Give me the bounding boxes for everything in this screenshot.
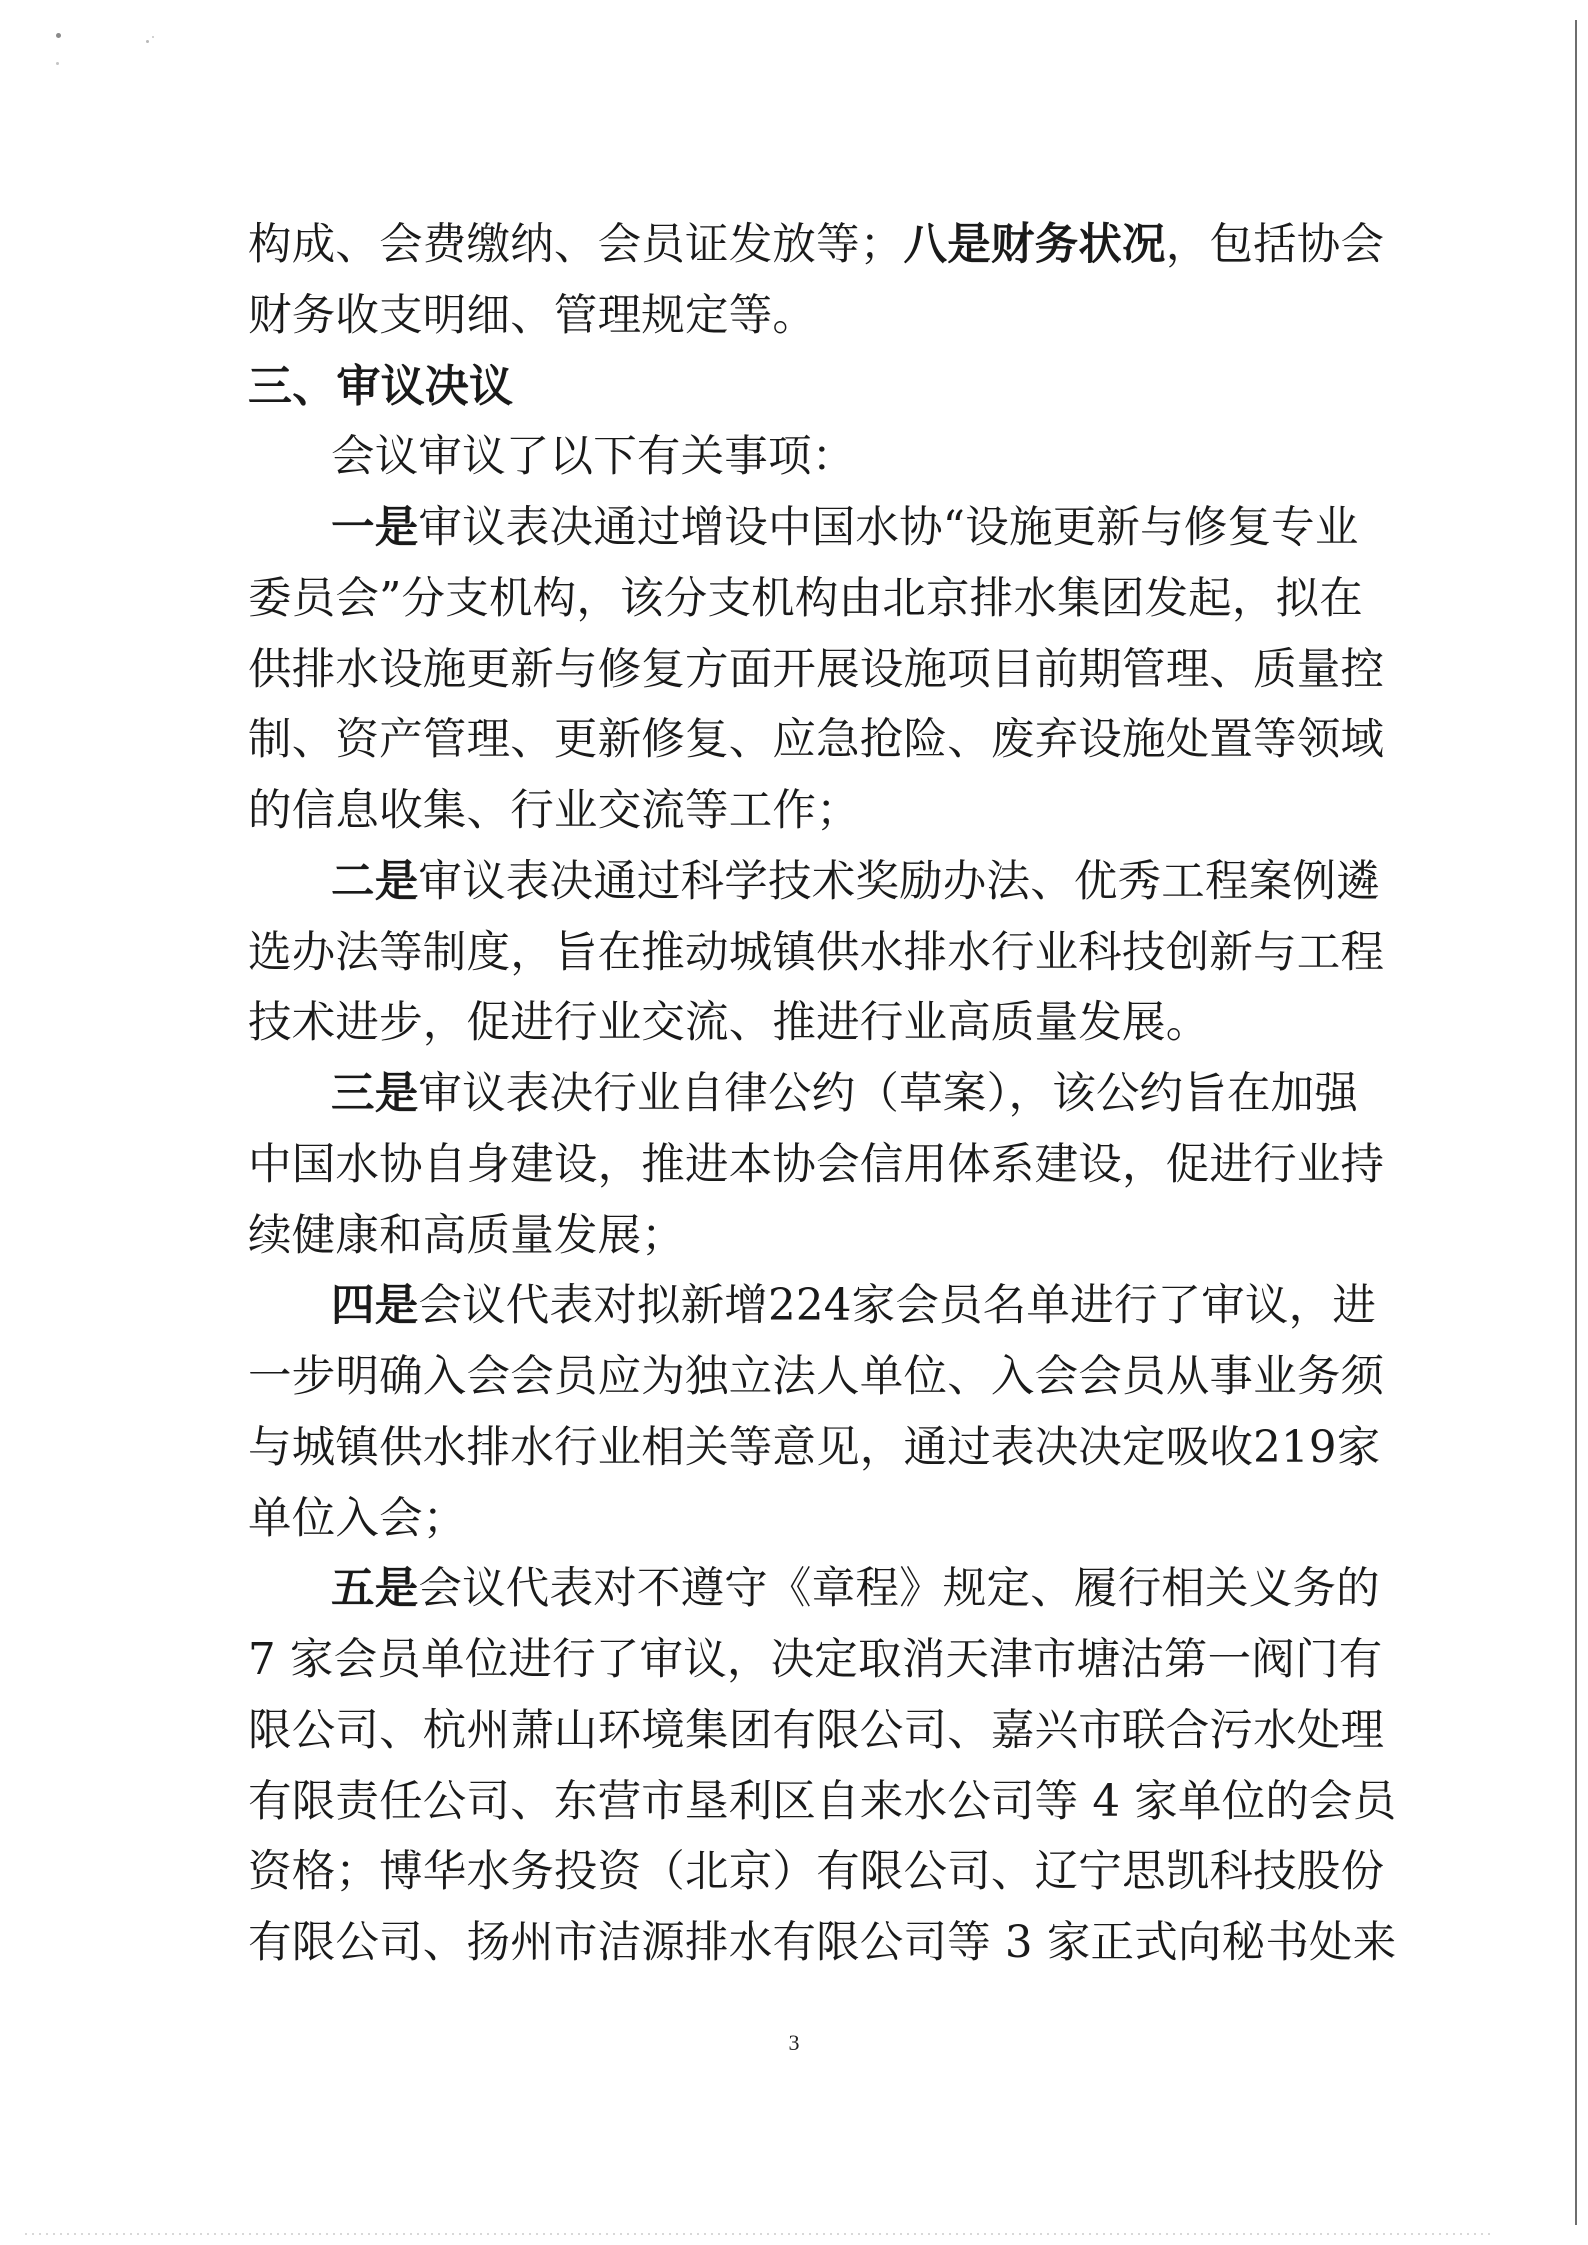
text-line [248,1342,1385,1413]
text-run: 会议审议了以下有关事项： [331,432,856,483]
text-run: 中国水协自身建设，推进本协会信用体系建设，促进行业持 [248,1139,1385,1190]
text-line [248,422,1348,493]
text-run: 构成、会费缴纳、会员证发放等； [248,220,904,270]
text-run: 限公司、杭州萧山环境集团有限公司、嘉兴市联合污水处理 [248,1705,1385,1756]
text-line [248,1696,1385,1767]
text-line [248,493,1359,564]
text-run: 审议表决通过科学技术奖励办法、优秀工程案例遴 [418,856,1380,907]
scan-speck [56,33,61,38]
text-run: 会议代表对拟新增224家会员名单进行了审议，进 [418,1281,1377,1332]
text-run: 制、资产管理、更新修复、应急抢险、废弃设施处置等领域 [248,715,1385,766]
text-run: 有限公司、扬州市洁源排水有限公司等 3 家正式向秘书处来 [248,1918,1397,1968]
text-run: 的信息收集、行业交流等工作； [248,786,860,836]
bold-lead-in: 三是 [331,1068,419,1119]
text-line [248,1554,1380,1625]
text-line [248,1201,1348,1272]
text-line [248,847,1380,918]
text-run: ，包括协会 [1165,220,1385,270]
text-line [248,776,1348,847]
scan-edge-line [1575,20,1577,2225]
text-line [248,1130,1385,1201]
text-run: 三、审议决议 [248,360,514,412]
text-line [248,705,1385,776]
text-line [248,1837,1385,1908]
text-run: 与城镇供水排水行业相关等意见，通过表决决定吸收219家 [248,1422,1381,1473]
bold-lead-in: 八是财务状况 [903,219,1166,270]
text-line [248,635,1385,706]
text-line [248,1767,1397,1838]
scan-artifacts [0,0,200,80]
bold-lead-in: 四是 [331,1280,419,1332]
text-run: 会议代表对不遵守《章程》规定、履行相关义务的 [418,1564,1380,1615]
text-run: 审议表决行业自律公约（草案），该公约旨在加强 [418,1069,1359,1119]
text-line [248,210,1385,281]
text-run: 资格；博华水务投资（北京）有限公司、辽宁思凯科技股份 [248,1847,1385,1898]
text-line [248,1413,1381,1484]
text-run: 供排水设施更新与修复方面开展设施项目前期管理、质量控 [248,644,1385,695]
text-run: 技术进步，促进行业交流、推进行业高质量发展。 [248,998,1210,1049]
bold-lead-in: 一是 [331,502,419,553]
text-line [248,918,1385,989]
text-line [248,1059,1359,1130]
text-run: 选办法等制度，旨在推动城镇供水排水行业科技创新与工程 [248,927,1385,978]
bold-lead-in: 二是 [331,855,419,907]
text-run: 单位入会； [248,1493,467,1544]
text-line [248,1271,1377,1342]
text-run: 审议表决通过增设中国水协“设施更新与修复专业 [418,503,1359,553]
text-line [248,1908,1397,1979]
text-run: 有限责任公司、东营市垦利区自来水公司等 4 家单位的会员 [248,1776,1397,1827]
text-run: 委员会”分支机构，该分支机构由北京排水集团发起，拟在 [248,573,1363,624]
document-body [248,210,1397,1979]
text-run: 续健康和高质量发展； [248,1210,685,1261]
text-line [248,1625,1383,1696]
scan-speck [56,62,59,65]
text-line [248,281,1348,352]
text-line [248,1484,1348,1555]
text-line [248,564,1363,635]
scan-bottom-noise [25,2233,1495,2235]
text-run: 财务收支明细、管理规定等。 [248,290,817,341]
page-number: 3 [788,2030,800,2055]
scan-speck [152,36,154,38]
bold-lead-in: 五是 [331,1563,419,1615]
scan-speck [146,40,149,43]
section-heading [248,352,1348,423]
text-run: 一步明确入会会员应为独立法人单位、入会会员从事业务须 [248,1352,1385,1402]
text-line [248,988,1348,1059]
text-run: 7 家会员单位进行了审议，决定取消天津市塘沽第一阀门有 [248,1635,1383,1685]
